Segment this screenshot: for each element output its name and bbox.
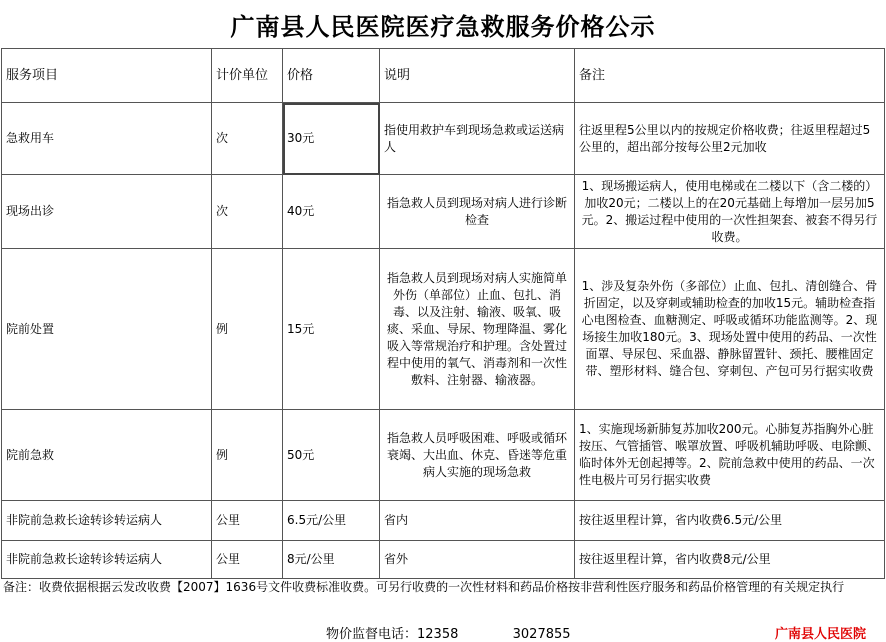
cell-item[interactable]: 急救用车	[2, 103, 212, 175]
cell-unit[interactable]: 公里	[212, 501, 283, 541]
cell-desc[interactable]: 指急救人员到现场对病人实施简单外伤（单部位）止血、包扎、消毒、以及注射、输液、吸氧、吸痰、采血、导尿、物理降温、雾化吸入等常规治疗和护理。含处置过程中使用的氧气、消毒剂和一次性敷料、注射器、输液器。	[380, 249, 575, 410]
table-header-row	[2, 49, 885, 103]
cell-remark[interactable]: 1、涉及复杂外伤（多部位）止血、包扎、清创缝合、骨折固定，以及穿刺或辅助检查的加收15元。辅助检查指心电图检查、血糖测定、呼吸或循环功能监测等。2、现场接生加收180元。3、现场处置中使用的药品、一次性面罩、导尿包、采血器、静脉留置针、颈托、腰椎固定带、塑形材料、缝合包、穿刺包、产包可另行据实收费	[575, 249, 885, 410]
header-desc: 说明	[380, 49, 575, 103]
cell-item[interactable]: 院前处置	[2, 249, 212, 410]
cell-desc[interactable]: 省内	[380, 501, 575, 541]
cell-remark[interactable]: 1、实施现场新肺复苏加收200元。心肺复苏指胸外心脏按压、气管插管、喉罩放置、呼吸机辅助呼吸、电除颤、临时体外无创起搏等。2、院前急救中使用的药品、一次性电极片可另行据实收费	[575, 410, 885, 501]
header-unit: 计价单位	[212, 49, 283, 103]
cell-price[interactable]: 6.5元/公里	[283, 501, 380, 541]
cell-desc[interactable]: 指急救人员到现场对病人进行诊断检查	[380, 175, 575, 249]
table-row	[2, 103, 885, 175]
table-row	[2, 249, 885, 410]
cell-item[interactable]: 非院前急救长途转诊转运病人	[2, 541, 212, 579]
page-title: 广南县人民医院医疗急救服务价格公示	[230, 11, 656, 41]
cell-remark[interactable]: 按往返里程计算，省内收费6.5元/公里	[575, 501, 885, 541]
cell-remark[interactable]: 1、现场搬运病人，使用电梯或在二楼以下（含二楼的）加收20元；二楼以上的在20元基础上每增加一层另加5元。2、搬运过程中使用的一次性担架套、被套不得另行收费。	[575, 175, 885, 249]
table-row	[2, 410, 885, 501]
cell-price-selected[interactable]: 30元	[283, 103, 380, 175]
footnote: 备注：收费依据根据云发改收费【2007】1636号文件收费标准收费。可另行收费的一次性材料和药品价格按非营利性医疗服务和药品价格管理的有关规定执行	[3, 580, 845, 594]
table-row	[2, 501, 885, 541]
cell-item[interactable]: 现场出诊	[2, 175, 212, 249]
cell-desc[interactable]: 指急救人员呼吸困难、呼吸或循环衰竭、大出血、休克、昏迷等危重病人实施的现场急救	[380, 410, 575, 501]
table-row	[2, 175, 885, 249]
cell-unit[interactable]: 例	[212, 249, 283, 410]
cell-item[interactable]: 院前急救	[2, 410, 212, 501]
table-row	[2, 541, 885, 579]
supervision-phone	[326, 623, 571, 642]
cell-price[interactable]: 8元/公里	[283, 541, 380, 579]
cell-price[interactable]: 50元	[283, 410, 380, 501]
cell-unit[interactable]: 次	[212, 175, 283, 249]
header-price: 价格	[283, 49, 380, 103]
cell-unit[interactable]: 公里	[212, 541, 283, 579]
price-table	[1, 48, 885, 579]
phone-number-2: 3027855	[512, 627, 571, 642]
cell-remark[interactable]: 按往返里程计算，省内收费8元/公里	[575, 541, 885, 579]
header-item: 服务项目	[2, 49, 212, 103]
phone-label: 物价监督电话：12358	[326, 627, 459, 642]
cell-price[interactable]: 40元	[283, 175, 380, 249]
header-remark: 备注	[575, 49, 885, 103]
cell-unit[interactable]: 例	[212, 410, 283, 501]
hospital-name: 广南县人民医院	[775, 627, 867, 642]
cell-remark[interactable]: 往返里程5公里以内的按规定价格收费；往返里程超过5公里的，超出部分按每公里2元加收	[575, 103, 885, 175]
cell-desc[interactable]: 指使用救护车到现场急救或运送病人	[380, 103, 575, 175]
cell-desc[interactable]: 省外	[380, 541, 575, 579]
cell-unit[interactable]: 次	[212, 103, 283, 175]
cell-item[interactable]: 非院前急救长途转诊转运病人	[2, 501, 212, 541]
cell-price[interactable]: 15元	[283, 249, 380, 410]
